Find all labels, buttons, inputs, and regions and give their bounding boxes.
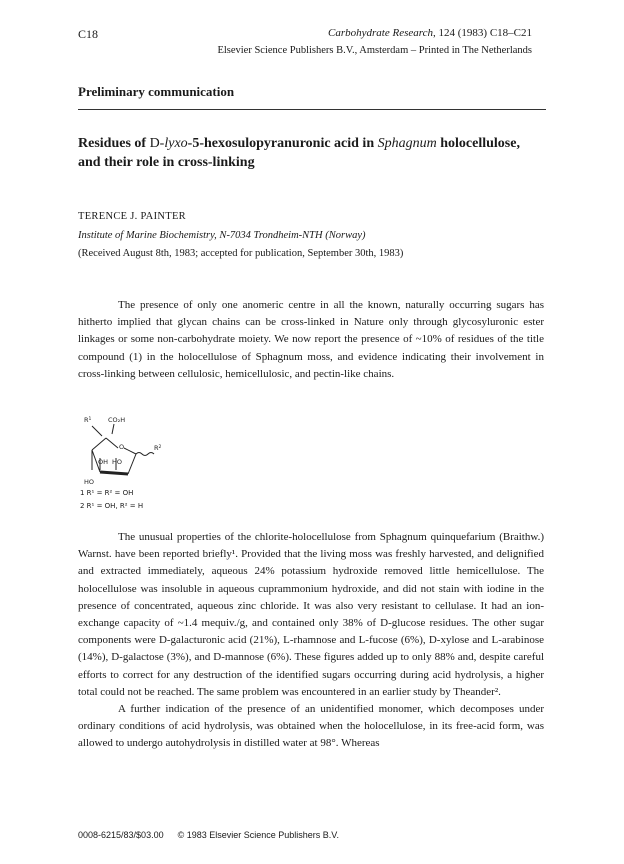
compound-1-label: 1 R¹ = R² = OH: [80, 489, 134, 497]
journal-citation: [328, 27, 532, 39]
paragraph-intro: [78, 297, 544, 383]
title-italic-lyxo: lyxo: [164, 136, 188, 151]
received-dates: (Received August 8th, 1983; accepted for publication, September 30th, 1983): [78, 248, 404, 259]
author-name: TERENCE J. PAINTER: [78, 211, 186, 222]
ring-bond-oxygen: [124, 448, 136, 454]
label-oh: OH: [98, 458, 109, 466]
ring-bond-top: [106, 438, 118, 448]
title-part-3: holocellulose, and their role in cross-linking: [78, 136, 520, 170]
divider-rule: [78, 109, 546, 110]
section-label: Preliminary communication: [78, 84, 235, 99]
ring-bond-right: [128, 454, 136, 474]
label-r1: $R^1$: [84, 416, 92, 424]
journal-volume-pages: , 124 (1983) C18–C21: [433, 27, 532, 39]
chemical-structure: [78, 412, 188, 492]
author-affiliation: Institute of Marine Biochemistry, N-7034 Trondheim-NTH (Norway): [78, 230, 366, 241]
publisher-line: Elsevier Science Publishers B.V., Amsterdam – Printed in The Netherlands: [217, 45, 532, 56]
bond-co2h: [112, 424, 114, 434]
article-title: [78, 134, 538, 172]
ring-bond-left: [92, 438, 106, 450]
paragraph-1-text: The presence of only one anomeric centre in all the known, naturally occurring sugars has hitherto implied that glycan chains can be cross-linked in Nature only through glycosyluronic ester linkages or some non-carbohydrate moiety. We now report the presence of ~10% of residues of the title compound (1) in the holocellulose of Sphagnum moss, and evidence indicating their involvement in cross-linking between cellulosic, hemicellulosic, and pectin-like chains.: [78, 299, 544, 380]
page-number: C18: [78, 27, 99, 41]
footer-copyright: © 1983 Elsevier Science Publishers B.V.: [177, 830, 339, 840]
bond-r2-wavy: [136, 453, 154, 456]
label-ring-oxygen: O: [119, 443, 125, 451]
paragraph-3-text: A further indication of the presence of an unidentified monomer, which decomposes under ordinary conditions of acid hydrolysis, was obtained when the holocellulose, in its free-acid form, was allowed to undergo autohydrolysis in distilled water at 98°. Whereas: [78, 703, 544, 750]
label-ho-bottom: HO: [84, 478, 95, 486]
label-r2: $R^2$: [154, 444, 162, 452]
title-italic-sphagnum: Sphagnum: [377, 136, 437, 151]
title-configuration-prefix: D-: [149, 136, 165, 151]
footer-issn-price: 0008-6215/83/$03.00: [78, 830, 164, 840]
paragraph-2-text: The unusual properties of the chlorite-holocellulose from Sphagnum quinquefarium (Braithw.) Warnst. have been reported briefly¹. Provided that the living moss was freshly harvested, and delignified and extracted immediately, aqueous 24% potassium hydroxide removed little hemicellulose. The holocellulose was insoluble in aqueous cuprammonium hydroxide, and did not stain with iodine in the presence of concentrated, aqueous zinc chloride. It was also very resistant to cellulase. It had an ion-exchange capacity of ~1.4 mequiv./g, and contained only 38% of D-glucose residues. The other sugar components were D-galacturonic acid (21%), L-rhamnose and L-fucose (6%), D-xylose and L-arabinose (14%), D-galactose (3%), and D-mannose (6%). These figures added up to only 88% and, despite careful efforts to correct for any destruction of the identified sugars occurring during acid hydrolysis, a higher total could not be reached. The same problem was encountered in an earlier study by Theander².: [78, 531, 544, 698]
compound-2-label: 2 R¹ = OH, R² = H: [80, 502, 144, 510]
page-footer: [78, 830, 353, 840]
compound-definitions: [80, 487, 143, 513]
label-co2h: CO₂H: [108, 416, 126, 424]
label-ho-inner: HO: [112, 458, 123, 466]
ring-bond-bottom: [100, 472, 128, 474]
bond-r1: [92, 426, 102, 436]
title-part-1: Residues of: [78, 136, 150, 151]
paragraph-properties: [78, 529, 544, 753]
journal-name: Carbohydrate Research: [328, 27, 433, 39]
title-part-2: -5-hexosulopyranuronic acid in: [187, 136, 378, 151]
